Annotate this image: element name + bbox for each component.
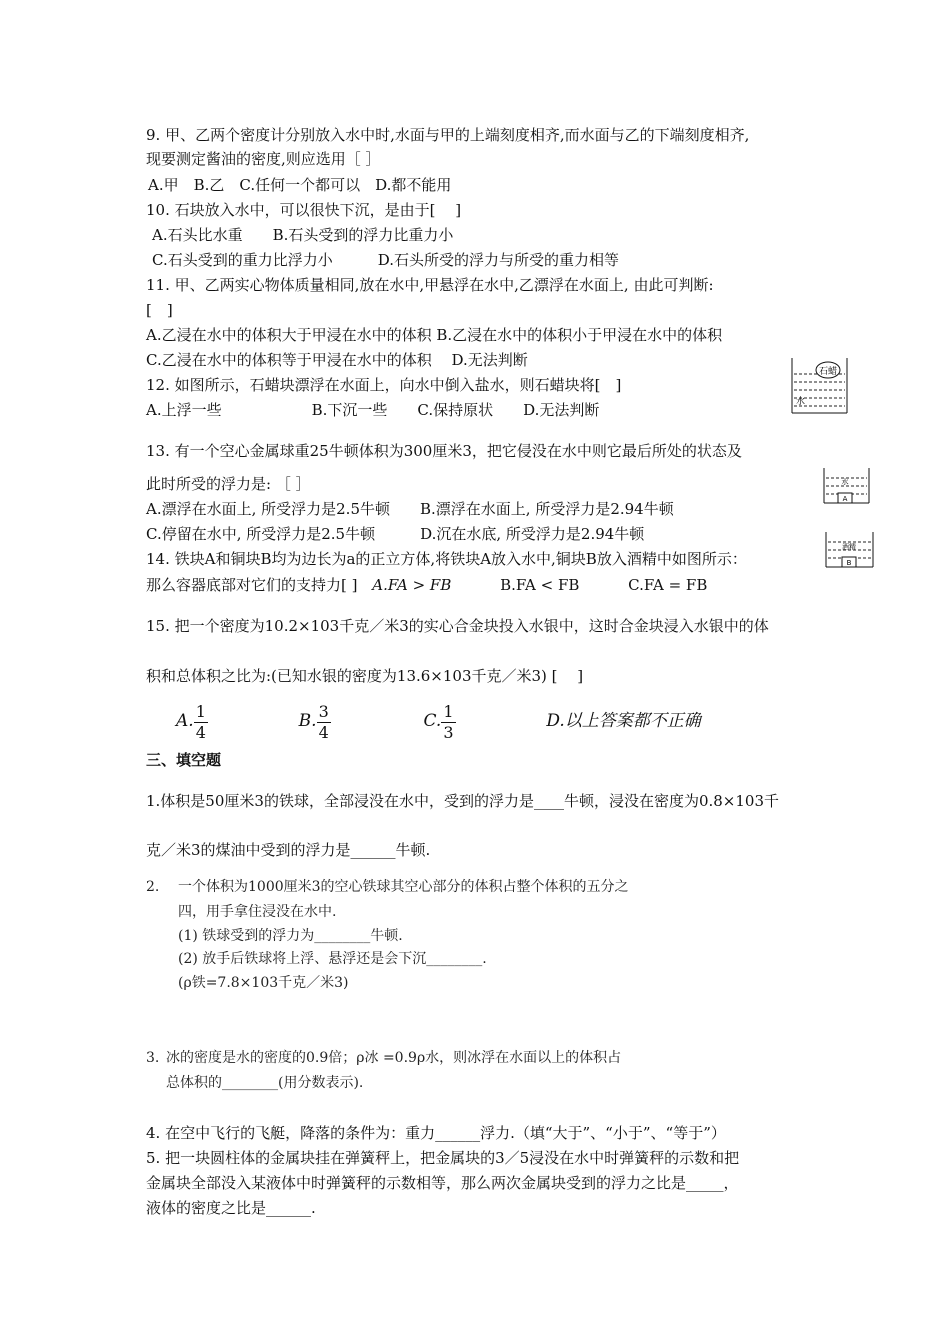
f1-line1: 1.体积是50厘米3的铁球，全部浸没在水中，受到的浮力是____牛顿，浸没在密度为0.8×103千: [146, 792, 779, 810]
q14-line2: 那么容器底部对它们的支持力[ ] A.FA > FB B.FA < FB C.FA = FB: [146, 576, 708, 594]
f5-line2: 金属块全部没入某液体中时弹簧秤的示数相等，那么两次金属块受到的浮力之比是_____，: [146, 1174, 739, 1192]
f2-line5: (ρ铁=7.8×103千克／米3): [178, 975, 349, 991]
q11-options-cd: C.乙浸在水中的体积等于甲浸在水中的体积 D.无法判断: [146, 351, 528, 369]
q15-option-d: D.以上答案都不正确: [546, 711, 701, 731]
q9-line1: 9. 甲、乙两个密度计分别放入水中时,水面与甲的上端刻度相齐,而水面与乙的下端刻度相齐,: [146, 126, 750, 144]
f5-line3: 液体的密度之比是______.: [146, 1199, 316, 1217]
section-fill-in-heading: 三、填空题: [146, 751, 222, 769]
f2-line1: 一个体积为1000厘米3的空心铁球其空心部分的体积占整个体积的五分之: [178, 879, 629, 895]
q13-line2: 此时所受的浮力是: ［ ］: [146, 475, 311, 493]
q12-options: A.上浮一些 B.下沉一些 C.保持原状 D.无法判断: [146, 401, 600, 419]
q10-stem: 10. 石块放入水中，可以很快下沉，是由于[ ]: [146, 201, 462, 219]
q14-option-a: A.FA > FB: [372, 576, 452, 594]
q9-options: A.甲 B.乙 C.任何一个都可以 D.都不能用: [148, 176, 452, 194]
q14-option-c: C.FA = FB: [628, 576, 708, 594]
q11-line2: [ ]: [146, 301, 173, 319]
q11-line1: 11. 甲、乙两实心物体质量相同,放在水中,甲悬浮在水中,乙漂浮在水面上, 由此可判断:: [146, 276, 714, 294]
f4-line: 4. 在空中飞行的飞艇，降落的条件为：重力______浮力.（填“大于”、“小于”、“等于”）: [146, 1124, 726, 1142]
q10-options-cd: C.石头受到的重力比浮力小 D.石头所受的浮力与所受的重力相等: [152, 251, 619, 269]
f5-line1: 5. 把一块圆柱体的金属块挂在弹簧秤上，把金属块的3／5浸没在水中时弹簧秤的示数和把: [146, 1149, 740, 1167]
f3-line2: 总体积的________(用分数表示).: [166, 1075, 364, 1091]
q15-line1: 15. 把一个密度为10.2×103千克／米3的实心合金块投入水银中，这时合金块浸入水银中的体: [146, 617, 769, 635]
f3-number: 3.: [146, 1050, 160, 1066]
beaker-water-figure: [822, 466, 872, 506]
q9-line2: 现要测定酱油的密度,则应选用［ ］: [146, 150, 381, 168]
q11-options-ab: A.乙浸在水中的体积大于甲浸在水中的体积 B.乙浸在水中的体积小于甲浸在水中的体积: [146, 326, 723, 344]
svg-text:B: B: [846, 559, 852, 567]
q13-options-cd: C.停留在水中, 所受浮力是2.5牛顿 D.沉在水底, 所受浮力是2.94牛顿: [146, 525, 645, 543]
f2-number: 2.: [146, 879, 160, 895]
beaker-alcohol-figure: [824, 530, 876, 570]
f1-line2: 克／米3的煤油中受到的浮力是______牛顿.: [146, 841, 431, 859]
water-label: 水: [796, 397, 806, 407]
q13-line1: 13. 有一个空心金属球重25牛顿体积为300厘米3，把它侵没在水中则它最后所处的状态及: [146, 442, 742, 460]
q15-line2: 积和总体积之比为:(已知水银的密度为13.6×103千克／米3) [ ]: [146, 667, 584, 685]
f2-line3: (1) 铁球受到的浮力为________牛顿.: [178, 928, 403, 944]
f3-line1: 冰的密度是水的密度的0.9倍；ρ冰 =0.9ρ水，则冰浮在水面以上的体积占: [166, 1050, 622, 1066]
q15-options: A. $\frac{1}{4}$ B. $\frac{3}{4}$ C. $\frac{1}{3}$ D.以上答案都不正确: [176, 701, 701, 742]
f2-line2: 四，用手拿住浸没在水中.: [178, 904, 337, 920]
svg-text:A: A: [842, 495, 848, 503]
beaker-paraffin-figure: [790, 356, 850, 416]
f2-line4: (2) 放手后铁球将上浮、悬浮还是会下沉________.: [178, 951, 487, 967]
q13-options-ab: A.漂浮在水面上, 所受浮力是2.5牛顿 B.漂浮在水面上, 所受浮力是2.94牛顿: [146, 500, 674, 518]
q14-line1: 14. 铁块A和铜块B均为边长为a的正立方体,将铁块A放入水中,铜块B放入酒精中如图所示：: [146, 550, 747, 568]
q12-stem: 12. 如图所示，石蜡块漂浮在水面上，向水中倒入盐水，则石蜡块将[ ]: [146, 376, 622, 394]
q10-options-ab: A.石头比水重 B.石头受到的浮力比重力小: [152, 226, 454, 244]
q14-option-b: B.FA < FB: [500, 576, 580, 594]
paraffin-label: 石蜡: [818, 367, 838, 377]
svg-text:酒精: 酒精: [842, 543, 856, 551]
svg-text:水: 水: [841, 478, 849, 486]
